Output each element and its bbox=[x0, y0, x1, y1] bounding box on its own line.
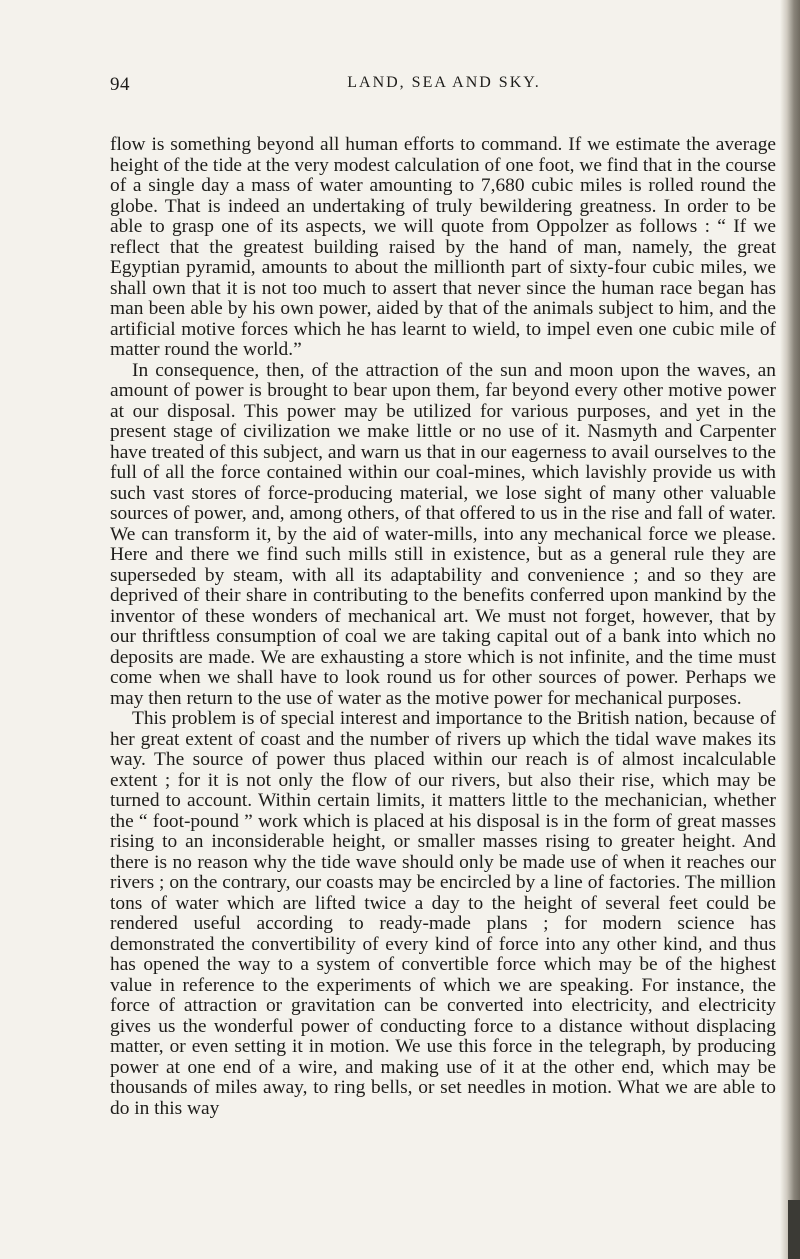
running-head bbox=[110, 74, 778, 96]
paragraph: In consequence, then, of the attraction of the sun and moon upon the waves, an amount of power is brought to bear upon them, far beyond every other motive power at our disposal. This power may be utilized for various purposes, and yet in the present stage of civilization we make little or no use of it. Nasmyth and Carpenter have treated of this subject, and warn us that in our eagerness to avail ourselves to the full of all the force contained within our coal-mines, which lavishly provide us with such vast stores of force-producing material, we lose sight of many other valuable sources of power, and, among others, of that offered to us in the rise and fall of water. We can transform it, by the aid of water-mills, into any mechanical force we please. Here and there we find such mills still in existence, but as a general rule they are superseded by steam, with all its adaptability and convenience ; and so they are deprived of their share in contributing to the benefits conferred upon mankind by the inventor of these wonders of mechanical art. We must not forget, however, that by our thriftless consumption of coal we are taking capital out of a bank into which no deposits are made. We are exhausting a store which is not infinite, and the time must come when we shall have to look round us for other sources of power. Perhaps we may then return to the use of water as the motive power for mechanical purposes. bbox=[110, 359, 776, 709]
page-edge-shadow bbox=[780, 0, 800, 1259]
body-text bbox=[110, 135, 776, 1119]
running-title: LAND, SEA AND SKY. bbox=[347, 74, 541, 91]
paragraph: flow is something beyond all human efforts to command. If we estimate the average height of the tide at the very modest calculation of one foot, we find that in the course of a single day a mass of water amounting to 7,680 cubic miles is rolled round the globe. That is indeed an undertaking of truly bewildering greatness. In order to be able to grasp one of its aspects, we will quote from Oppolzer as follows : “ If we reflect that the greatest building raised by the hand of man, namely, the great Egyptian pyramid, amounts to about the millionth part of sixty-four cubic miles, we shall own that it is not too much to assert that never since the human race began has man been able by his own power, aided by that of the animals subject to him, and the artificial motive forces which he has learnt to wield, to impel even one cubic mile of matter round the world.” bbox=[110, 134, 776, 360]
page-number: 94 bbox=[110, 74, 130, 95]
page-edge-dark-corner bbox=[788, 1200, 800, 1259]
paragraph: This problem is of special interest and importance to the British nation, because of her great extent of coast and the number of rivers up which the tidal wave makes its way. The source of power thus placed within our reach is of almost incalculable extent ; for it is not only the flow of our rivers, but also their rise, which may be turned to account. Within certain limits, it matters little to the mechanician, whether the “ foot-pound ” work which is placed at his disposal is in the form of great masses rising to an inconsiderable height, or smaller masses rising to greater height. And there is no reason why the tide wave should only be made use of when it reaches our rivers ; on the contrary, our coasts may be encircled by a line of factories. The million tons of water which are lifted twice a day to the height of several feet could be rendered useful according to ready-made plans ; for modern science has demonstrated the convertibility of every kind of force into any other kind, and thus has opened the way to a system of convertible force which may be of the highest value in reference to the experiments of which we are speaking. For instance, the force of attraction or gravitation can be converted into electricity, and electricity gives us the wonderful power of conducting force to a distance without displacing matter, or even setting it in motion. We use this force in the telegraph, by producing power at one end of a wire, and making use of it at the other end, which may be thousands of miles away, to ring bells, or set needles in motion. What we are able to do in this way bbox=[110, 708, 776, 1119]
